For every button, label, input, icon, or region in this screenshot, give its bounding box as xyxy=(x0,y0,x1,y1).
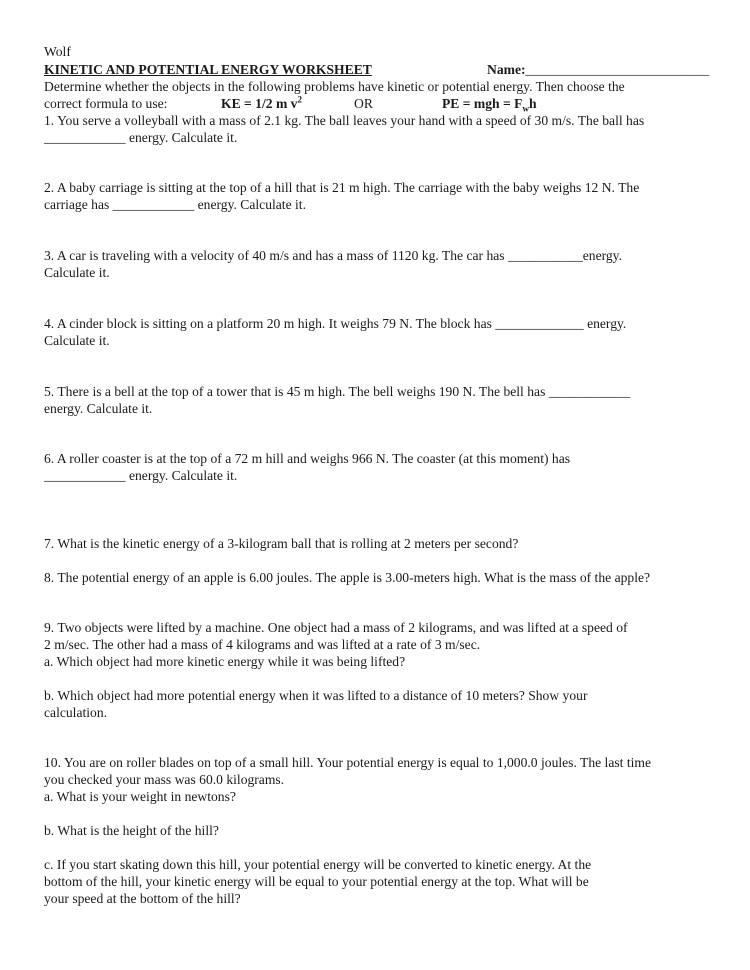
question-3-line-1: 3. A car is traveling with a velocity of 40 m/s and has a mass of 1120 kg. The car has ___________energy. xyxy=(44,248,622,263)
question-10-line-2: you checked your mass was 60.0 kilograms. xyxy=(44,772,285,787)
question-10c-line-1: c. If you start skating down this hill, your potential energy will be converted to kinetic energy. At the xyxy=(44,857,592,872)
pe-formula-subscript: w xyxy=(522,103,529,114)
intro-line-2 xyxy=(44,96,167,112)
question-10b: b. What is the height of the hill? xyxy=(44,823,219,838)
question-5-line-1: 5. There is a bell at the top of a tower that is 45 m high. The bell weighs 190 N. The bell has ____________ xyxy=(44,384,631,399)
name-field xyxy=(487,62,709,78)
question-1-line-2: ____________ energy. Calculate it. xyxy=(44,130,238,145)
question-1-line-1: 1. You serve a volleyball with a mass of 2.1 kg. The ball leaves your hand with a speed of 30 m/s. The ball has xyxy=(44,113,645,128)
question-2-line-1: 2. A baby carriage is sitting at the top of a hill that is 21 m high. The carriage with the baby weighs 12 N. The xyxy=(44,180,640,195)
question-9a: a. Which object had more kinetic energy while it was being lifted? xyxy=(44,654,406,669)
question-9-line-2: 2 m/sec. The other had a mass of 4 kilograms and was lifted at a rate of 3 m/sec. xyxy=(44,637,481,652)
question-9b-line-2: calculation. xyxy=(44,705,108,720)
worksheet-title: KINETIC AND POTENTIAL ENERGY WORKSHEET xyxy=(44,62,372,77)
question-7: 7. What is the kinetic energy of a 3-kilogram ball that is rolling at 2 meters per second? xyxy=(44,536,519,551)
question-5-line-2: energy. Calculate it. xyxy=(44,401,153,416)
question-6-line-1: 6. A roller coaster is at the top of a 72 m hill and weighs 966 N. The coaster (at this moment) has xyxy=(44,451,571,466)
pe-formula xyxy=(442,96,537,112)
pe-formula-main: PE = mgh = F xyxy=(442,96,523,111)
question-9-line-1: 9. Two objects were lifted by a machine. One object had a mass of 2 kilograms, and was lifted at a speed of xyxy=(44,620,628,635)
question-3-line-2: Calculate it. xyxy=(44,265,110,280)
intro-line-1: Determine whether the objects in the following problems have kinetic or potential energy. Then choose the xyxy=(44,79,625,94)
question-2-line-2: carriage has ____________ energy. Calculate it. xyxy=(44,197,306,212)
author-name: Wolf xyxy=(44,44,71,59)
question-10-line-1: 10. You are on roller blades on top of a small hill. Your potential energy is equal to 1,000.0 joules. The last time xyxy=(44,755,651,770)
question-6-line-2: ____________ energy. Calculate it. xyxy=(44,468,238,483)
question-4-line-2: Calculate it. xyxy=(44,333,110,348)
header-line xyxy=(44,62,372,78)
intro-formula-prefix: correct formula to use: xyxy=(44,96,168,111)
name-blank: ___________________________ xyxy=(525,62,710,77)
question-4-line-1: 4. A cinder block is sitting on a platform 20 m high. It weighs 79 N. The block has _____________ energy. xyxy=(44,316,627,331)
ke-formula-exponent: 2 xyxy=(297,94,302,105)
ke-formula xyxy=(221,96,302,112)
question-8: 8. The potential energy of an apple is 6.00 joules. The apple is 3.00-meters high. What is the mass of the apple? xyxy=(44,570,651,585)
name-label: Name: xyxy=(487,62,526,77)
or-text: OR xyxy=(354,96,373,111)
ke-formula-main: KE = 1/2 m v xyxy=(221,96,298,111)
question-10c-line-3: your speed at the bottom of the hill? xyxy=(44,891,241,906)
question-9b-line-1: b. Which object had more potential energy when it was lifted to a distance of 10 meters? Show your xyxy=(44,688,588,703)
question-10c-line-2: bottom of the hill, your kinetic energy will be equal to your potential energy at the top. What will be xyxy=(44,874,589,889)
question-10a: a. What is your weight in newtons? xyxy=(44,789,236,804)
pe-formula-end: h xyxy=(528,96,537,111)
